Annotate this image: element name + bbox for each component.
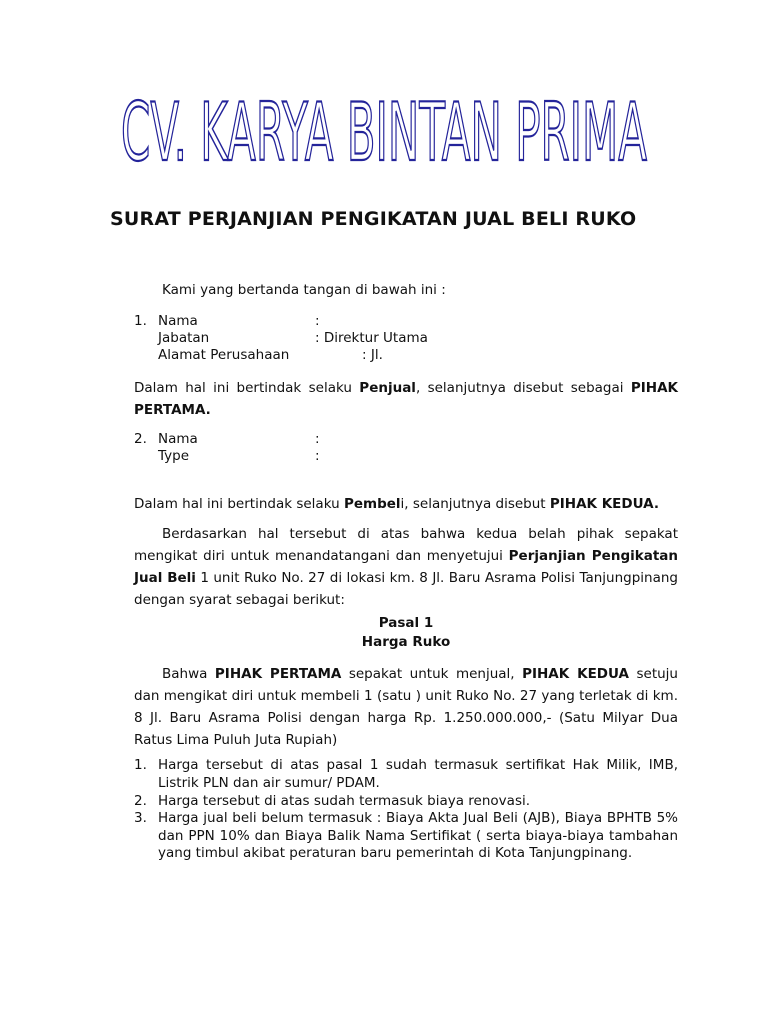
party2-role-pre: Dalam hal ini bertindak selaku — [134, 496, 344, 512]
party2-type-label: Type — [158, 448, 190, 464]
party2-nama-value: : — [315, 431, 320, 447]
pasal1-text-3: setuju dan mengikat diri untuk membeli 1 (satu ) unit Ruko No. 27 yang terletak di km. 8 Jl. Baru Asrama Polisi dengan harga Rp. 1.250.000.000,- (Satu Milyar Dua Ratus Lima Puluh Juta Rupiah) — [134, 666, 678, 748]
pasal1-bold-1: PIHAK PERTAMA — [214, 666, 342, 682]
pasal1-list-item — [134, 757, 678, 792]
party2-number: 2. — [134, 431, 147, 447]
party1-nama-value: : — [315, 313, 320, 329]
company-logo-text: CV. KARYA BINTAN PRIMA — [121, 86, 648, 166]
party1-alias: PIHAK PERTAMA. — [134, 380, 678, 418]
party1-role: Penjual — [359, 380, 416, 396]
party2-role: Pembel — [343, 496, 401, 512]
party2-role-paragraph — [134, 493, 678, 515]
party2-type-value: : — [315, 448, 320, 464]
party1-role-mid: , selanjutnya disebut sebagai — [415, 380, 631, 396]
list-item-text: Harga tersebut di atas sudah termasuk biaya renovasi. — [158, 793, 531, 809]
pasal1-list-item — [134, 793, 678, 811]
party2-alias: PIHAK KEDUA. — [549, 496, 659, 512]
basis-pre: Berdasarkan hal tersebut di atas bahwa kedua belah pihak sepakat mengikat diri untuk menandatangani dan menyetujui — [134, 526, 678, 564]
party1-jabatan-value: : Direktur Utama — [315, 330, 428, 346]
party1-role-paragraph — [134, 377, 678, 421]
party1-alamat-value: : Jl. — [362, 347, 383, 363]
pasal1-heading: Pasal 1 — [378, 615, 434, 631]
list-item-number: 1. — [134, 757, 147, 773]
pasal1-list-item — [134, 810, 678, 863]
list-item-text: Harga tersebut di atas pasal 1 sudah termasuk sertifikat Hak Milik, IMB, Listrik PLN dan air sumur/ PDAM. — [158, 757, 678, 791]
party1-number: 1. — [134, 313, 147, 329]
pasal1-paragraph — [134, 663, 678, 751]
pasal1-text-1: Bahwa — [162, 666, 215, 682]
pasal1-bold-2: PIHAK KEDUA — [522, 666, 629, 682]
party2-role-tail: i — [400, 496, 405, 512]
pasal1-text-2: sepakat untuk menjual, — [341, 666, 523, 682]
party1-jabatan-label: Jabatan — [158, 330, 210, 346]
intro-text: Kami yang bertanda tangan di bawah ini : — [162, 282, 446, 298]
document-title: SURAT PERJANJIAN PENGIKATAN JUAL BELI RUKO — [110, 208, 637, 230]
list-item-number: 2. — [134, 793, 147, 809]
pasal1-subheading: Harga Ruko — [361, 634, 451, 650]
list-item-number: 3. — [134, 810, 147, 826]
basis-post: 1 unit Ruko No. 27 di lokasi km. 8 Jl. Baru Asrama Polisi Tanjungpinang dengan syarat sebagai berikut: — [134, 570, 678, 608]
party2-role-mid: , selanjutnya disebut — [404, 496, 550, 512]
party2-nama-label: Nama — [158, 431, 198, 447]
party1-nama-label: Nama — [158, 313, 198, 329]
party1-role-pre: Dalam hal ini bertindak selaku — [134, 380, 360, 396]
basis-bold: Perjanjian Pengikatan Jual Beli — [134, 548, 678, 586]
company-logo — [118, 82, 650, 166]
list-item-text: Harga jual beli belum termasuk : Biaya Akta Jual Beli (AJB), Biaya BPHTB 5% dan PPN 10% dan Biaya Balik Nama Sertifikat ( serta biaya-biaya tambahan yang timbul akibat peraturan baru pemerintah di Kota Tanjungpinang. — [158, 810, 678, 861]
party1-alamat-label: Alamat Perusahaan — [158, 347, 290, 363]
basis-paragraph — [134, 523, 678, 611]
